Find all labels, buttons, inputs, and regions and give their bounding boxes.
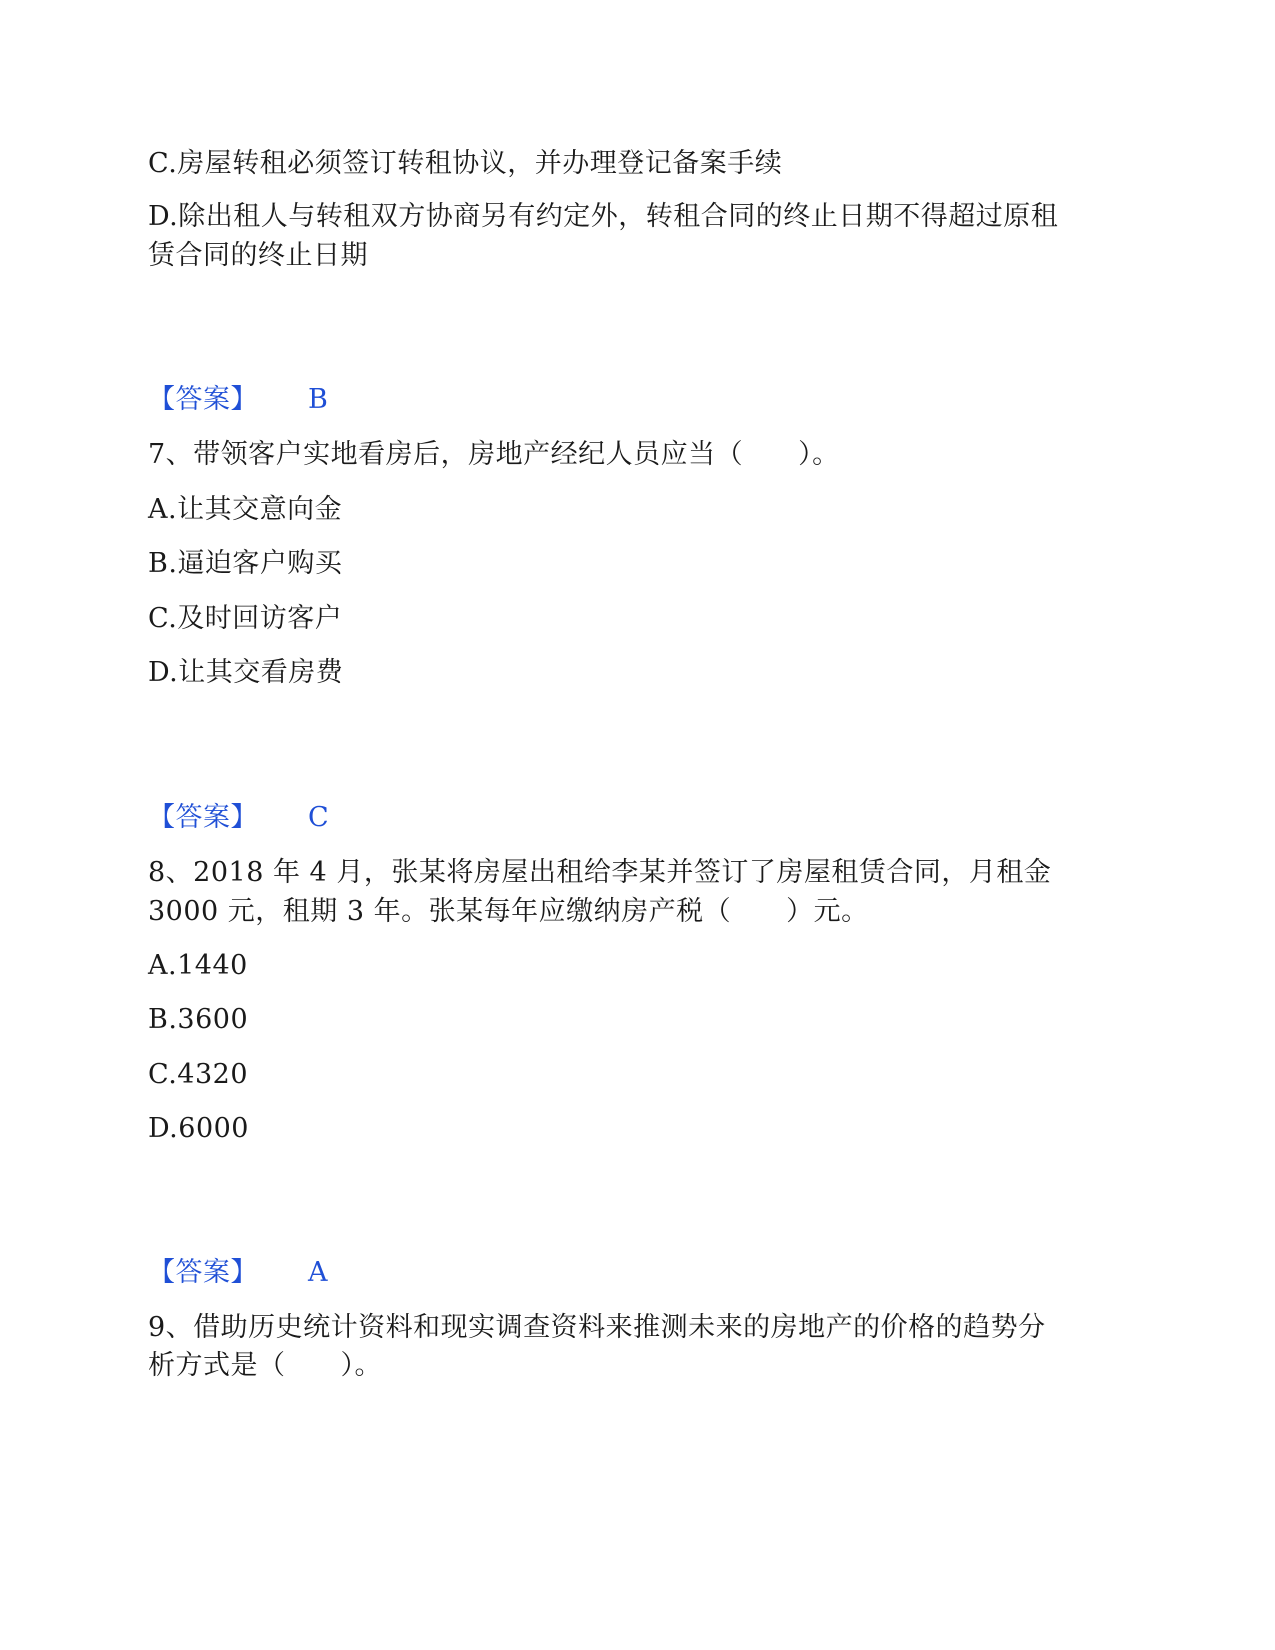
q9-stem-line1: 9、借助历史统计资料和现实调查资料来推测未来的房地产的价格的趋势分: [148, 1312, 1046, 1343]
q8-option-b: B.3600: [148, 1004, 249, 1035]
answer-label: 【答案】: [148, 1257, 258, 1288]
q7-option-c: C.及时回访客户: [148, 603, 343, 634]
answer-label: 【答案】: [148, 802, 258, 833]
q8-answer: [148, 1253, 328, 1293]
q8-stem-line2: 3000 元，租期 3 年。张某每年应缴纳房产税（ ）元。: [148, 896, 869, 927]
q7-stem: 7、带领客户实地看房后，房地产经纪人员应当（ ）。: [148, 439, 840, 470]
q8-option-c: C.4320: [148, 1059, 248, 1090]
answer-value: B: [308, 384, 329, 415]
q7-option-d: D.让其交看房费: [148, 657, 344, 688]
q6-option-d-line1: D.除出租人与转租双方协商另有约定外，转租合同的终止日期不得超过原租: [148, 201, 1059, 232]
q6-answer: [148, 380, 328, 420]
q9-stem-line2: 析方式是（ ）。: [148, 1350, 382, 1381]
answer-label: 【答案】: [148, 384, 258, 415]
q8-stem-line1: 8、2018 年 4 月，张某将房屋出租给李某并签订了房屋租赁合同，月租金: [148, 857, 1052, 888]
answer-value: C: [308, 802, 330, 833]
q7-option-a: A.让其交意向金: [148, 494, 343, 525]
q7-answer: [148, 798, 329, 838]
q6-option-c: C.房屋转租必须签订转租协议，并办理登记备案手续: [148, 148, 783, 179]
q8-option-d: D.6000: [148, 1113, 249, 1144]
q7-option-b: B.逼迫客户购买: [148, 548, 343, 579]
q8-option-a: A.1440: [148, 950, 248, 981]
q6-option-d-line2: 赁合同的终止日期: [148, 240, 368, 271]
answer-value: A: [308, 1257, 328, 1288]
